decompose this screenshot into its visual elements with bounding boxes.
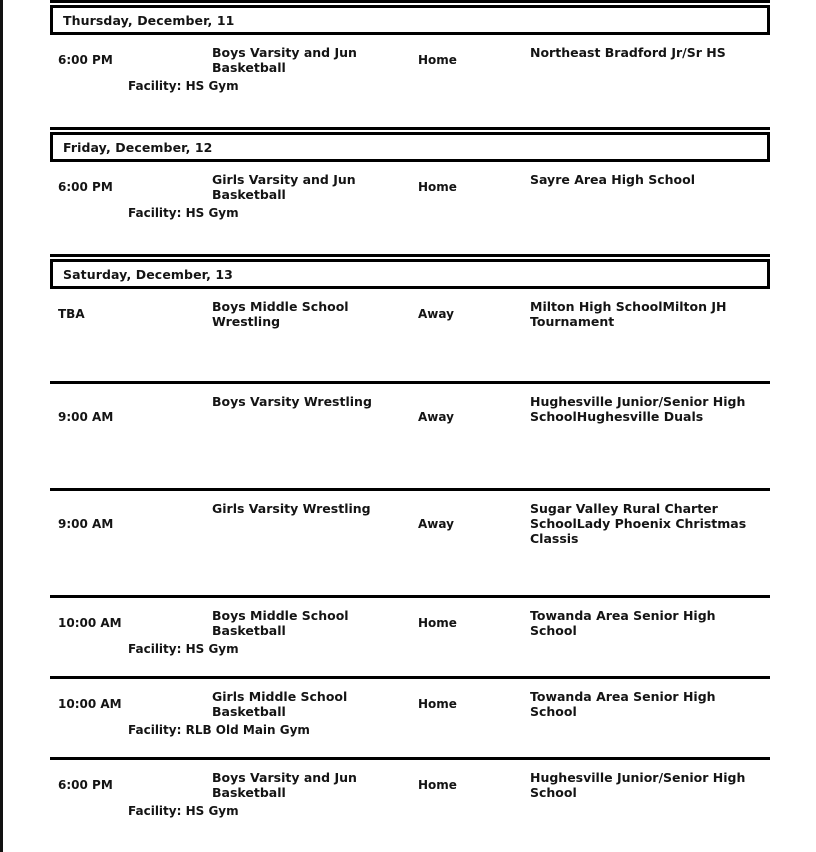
event-columns — [50, 289, 770, 337]
day-header — [50, 259, 770, 289]
event-facility: Facility: HS Gym — [128, 642, 239, 656]
day-group-gap — [0, 240, 816, 254]
event-row — [50, 488, 770, 595]
event-row — [50, 289, 770, 381]
event-name: Boys Middle School Wrestling — [212, 299, 349, 329]
event-columns — [50, 679, 770, 727]
event-site: Away — [418, 517, 454, 531]
event-row — [50, 35, 770, 113]
event-name: Girls Middle School Basketball — [212, 689, 348, 719]
day-top-rule — [50, 0, 770, 3]
event-facility: Facility: HS Gym — [128, 804, 239, 818]
event-name: Girls Varsity Wrestling — [212, 501, 371, 516]
event-row — [50, 162, 770, 240]
event-columns — [50, 491, 770, 546]
event-site: Home — [418, 53, 457, 67]
event-opponent: Sayre Area High School — [530, 172, 696, 187]
event-body — [50, 384, 770, 488]
day-group-gap — [0, 113, 816, 127]
event-body — [50, 760, 770, 838]
event-body — [50, 35, 770, 113]
event-site: Home — [418, 616, 457, 630]
day-group — [0, 254, 816, 838]
event-time: 6:00 PM — [58, 778, 113, 792]
event-time: 9:00 AM — [58, 410, 114, 424]
event-time: 10:00 AM — [58, 697, 122, 711]
event-opponent: Towanda Area Senior High School — [530, 689, 716, 719]
event-opponent: Hughesville Junior/Senior High SchoolHughesville Duals — [530, 394, 746, 424]
event-body — [50, 491, 770, 595]
event-row — [50, 676, 770, 757]
event-opponent: Milton High SchoolMilton JH Tournament — [530, 299, 727, 329]
event-columns — [50, 598, 770, 646]
event-site: Home — [418, 697, 457, 711]
event-body — [50, 679, 770, 757]
event-name: Boys Varsity and Jun Basketball — [212, 45, 357, 75]
day-header — [50, 132, 770, 162]
event-time: 9:00 AM — [58, 517, 114, 531]
event-row — [50, 757, 770, 838]
event-body — [50, 162, 770, 240]
day-header-label: Friday, December, 12 — [63, 139, 213, 155]
event-row — [50, 595, 770, 676]
event-body — [50, 598, 770, 676]
event-opponent: Sugar Valley Rural Charter SchoolLady Phoenix Christmas Classis — [530, 501, 747, 546]
day-header-label: Thursday, December, 11 — [63, 12, 235, 28]
event-name: Girls Varsity and Jun Basketball — [212, 172, 356, 202]
event-row — [50, 381, 770, 488]
event-facility: Facility: HS Gym — [128, 206, 239, 220]
event-time: 10:00 AM — [58, 616, 122, 630]
event-site: Away — [418, 307, 454, 321]
day-header-label: Saturday, December, 13 — [63, 266, 233, 282]
event-facility: Facility: HS Gym — [128, 79, 239, 93]
event-body — [50, 289, 770, 381]
day-header — [50, 5, 770, 35]
event-time: 6:00 PM — [58, 180, 113, 194]
event-columns — [50, 384, 770, 432]
event-columns — [50, 35, 770, 83]
event-site: Home — [418, 778, 457, 792]
day-group — [0, 0, 816, 113]
event-name: Boys Varsity Wrestling — [212, 394, 372, 409]
event-time: 6:00 PM — [58, 53, 113, 67]
event-opponent: Northeast Bradford Jr/Sr HS — [530, 45, 726, 60]
event-facility: Facility: RLB Old Main Gym — [128, 723, 310, 737]
event-site: Away — [418, 410, 454, 424]
day-top-rule — [50, 254, 770, 257]
event-opponent: Hughesville Junior/Senior High School — [530, 770, 746, 800]
event-opponent: Towanda Area Senior High School — [530, 608, 716, 638]
event-name: Boys Middle School Basketball — [212, 608, 349, 638]
day-top-rule — [50, 127, 770, 130]
event-columns — [50, 162, 770, 210]
day-group — [0, 127, 816, 240]
event-columns — [50, 760, 770, 808]
event-name: Boys Varsity and Jun Basketball — [212, 770, 357, 800]
event-time: TBA — [58, 307, 85, 321]
event-site: Home — [418, 180, 457, 194]
